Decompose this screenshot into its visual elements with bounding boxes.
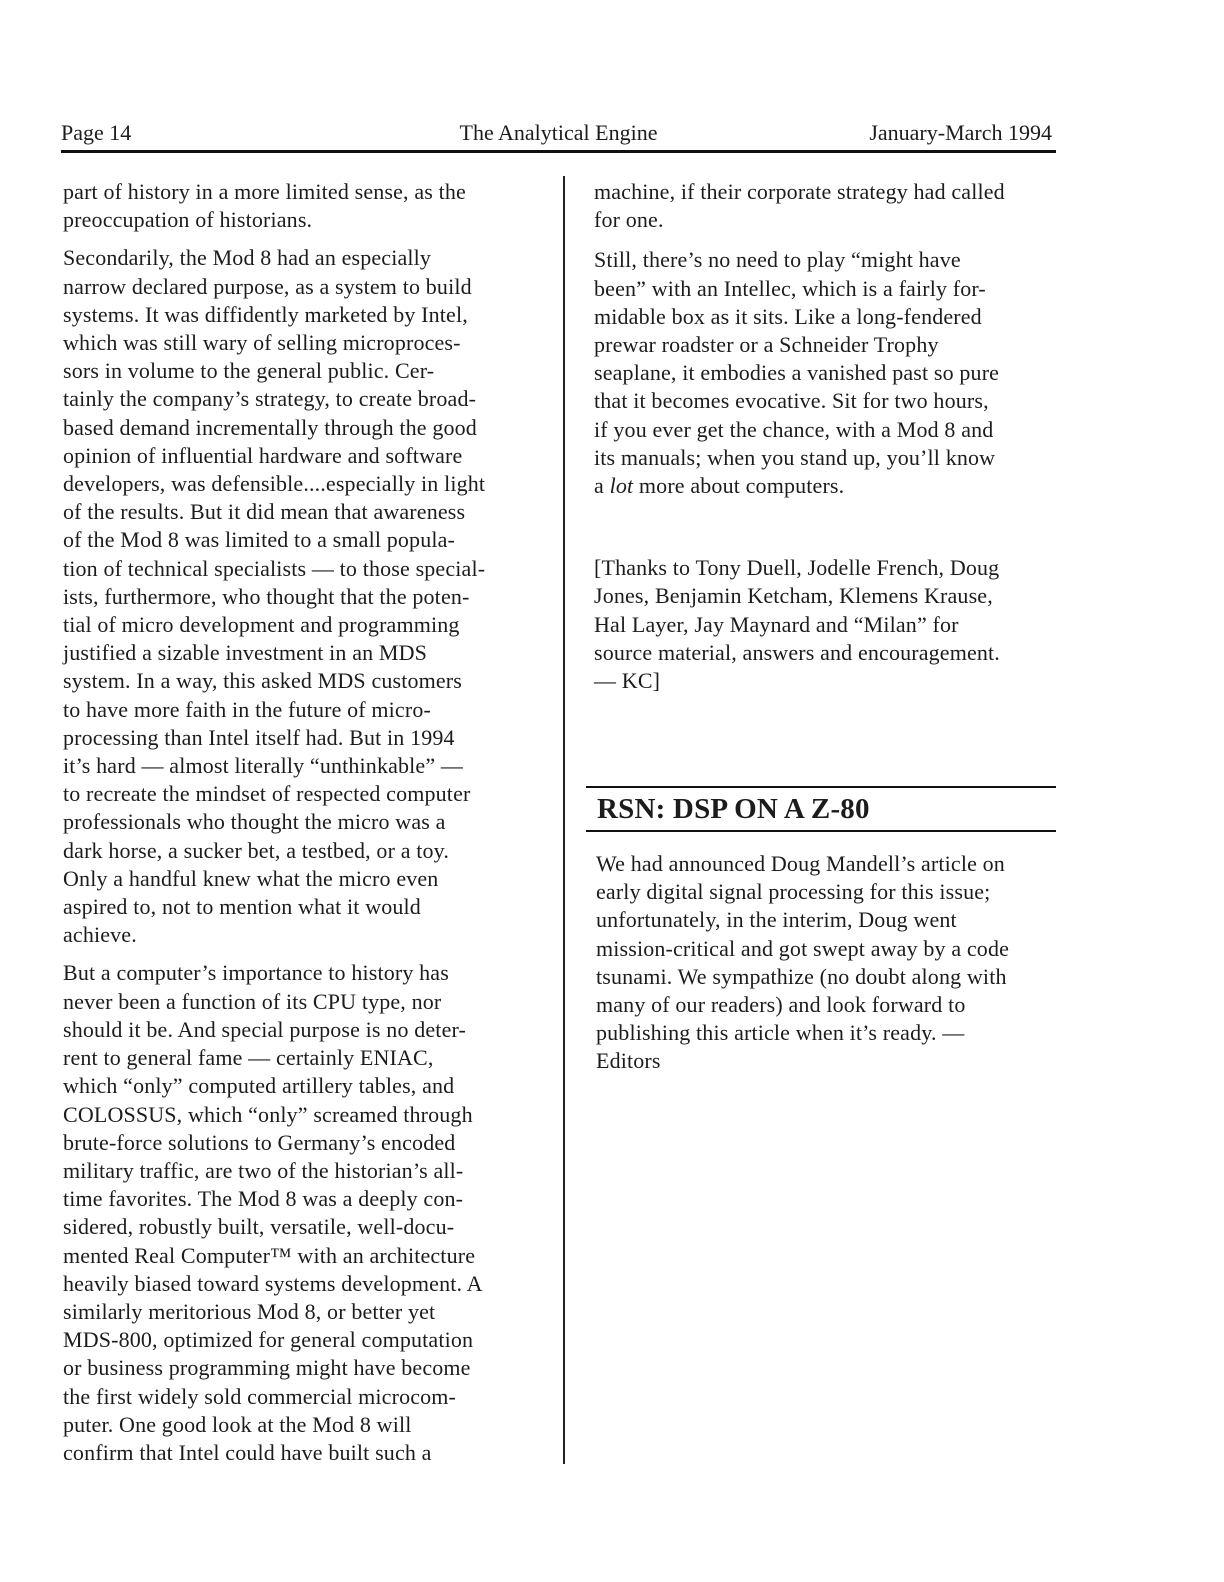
section-heading-block <box>586 786 1056 832</box>
column-divider <box>563 176 565 1464</box>
notice-text: We had announced Doug Mandell’s article on early digital signal processing for this issue; unfortunately, in the interim, Doug went mission-critical and got swept away by a code tsunami. We sympathize (no doubt along with many of our readers) and look forward to publishing this article when it’s ready. — Editors <box>596 851 1010 1074</box>
left-paragraph-2: Secondarily, the Mod 8 had an especially narrow declared purpose, as a system to build systems. It was diffidently marketed by Intel, which was still wary of selling microproces- sors in volume to the general public. Cer- tainly the company’s strategy, to create broad- based demand incrementally through the good opinion of influential hardware and software developers, was defensible....especially in light of the results. But it did mean that awareness of the Mod 8 was limited to a small popula- tion of technical specialists — to those special- ists, furthermore, who thought that the poten- tial of micro development and programming justified a sizable investment in an MDS system. In a way, this asked MDS customers to have more faith in the future of micro- processing than Intel itself had. But in 1994 it’s hard — almost literally “unthinkable” — to recreate the mindset of respected computer professionals who thought the micro was a dark horse, a sucker bet, a testbed, or a toy. Only a handful knew what the micro even aspired to, not to mention what it would achieve. <box>63 245 486 948</box>
right-column <box>594 178 1054 695</box>
section-heading: RSN: DSP ON A Z-80 <box>597 793 870 825</box>
header-rule <box>61 150 1056 153</box>
editors-notice <box>596 850 1056 1076</box>
right-paragraph-2 <box>594 246 1054 500</box>
emphasis-lot: lot <box>609 473 634 499</box>
right-paragraph-1: machine, if their corporate strategy had called for one. <box>594 179 1005 233</box>
heading-rule-bottom <box>586 830 1056 832</box>
page-number: Page 14 <box>61 120 132 145</box>
right-paragraph-2-end: more about computers. <box>633 473 845 499</box>
right-paragraph-2-text: Still, there’s no need to play “might have been” with an Intellec, which is a fairly for- midable box as it sits. Like a long-fendered prewar roadster or a Schneider Trophy seaplane, it embodies a vanished past so pure that it becomes evocative. Sit for two hours, if you ever get the chance, with a Mod 8 and its manuals; when you stand up, you’ll know a <box>594 247 1000 499</box>
publication-title: The Analytical Engine <box>459 120 658 145</box>
acknowledgements: [Thanks to Tony Duell, Jodelle French, Doug Jones, Benjamin Ketcham, Klemens Krause, Hal Layer, Jay Maynard and “Milan” for source material, answers and encouragement. — KC] <box>594 555 1000 694</box>
page-header <box>61 118 1056 148</box>
left-paragraph-3: But a computer’s importance to history has never been a function of its CPU type, nor should it be. And special purpose is no deter- rent to general fame — certainly ENIAC, which “only” computed artillery tables, and COLOSSUS, which “only” screamed through brute-force solutions to Germany’s encoded military traffic, are two of the historian’s all- time favorites. The Mod 8 was a deeply con- sidered, robustly built, versatile, well-docu- mented Real Computer™ with an architecture heavily biased toward systems development. A similarly meritorious Mod 8, or better yet MDS-800, optimized for general computation or business programming might have become the first widely sold commercial microcom- puter. One good look at the Mod 8 will confirm that Intel could have built such a <box>63 960 483 1465</box>
issue-date: January-March 1994 <box>869 120 1052 145</box>
left-column <box>63 178 543 1467</box>
left-paragraph-1: part of history in a more limited sense, as the preoccupation of historians. <box>63 179 466 233</box>
